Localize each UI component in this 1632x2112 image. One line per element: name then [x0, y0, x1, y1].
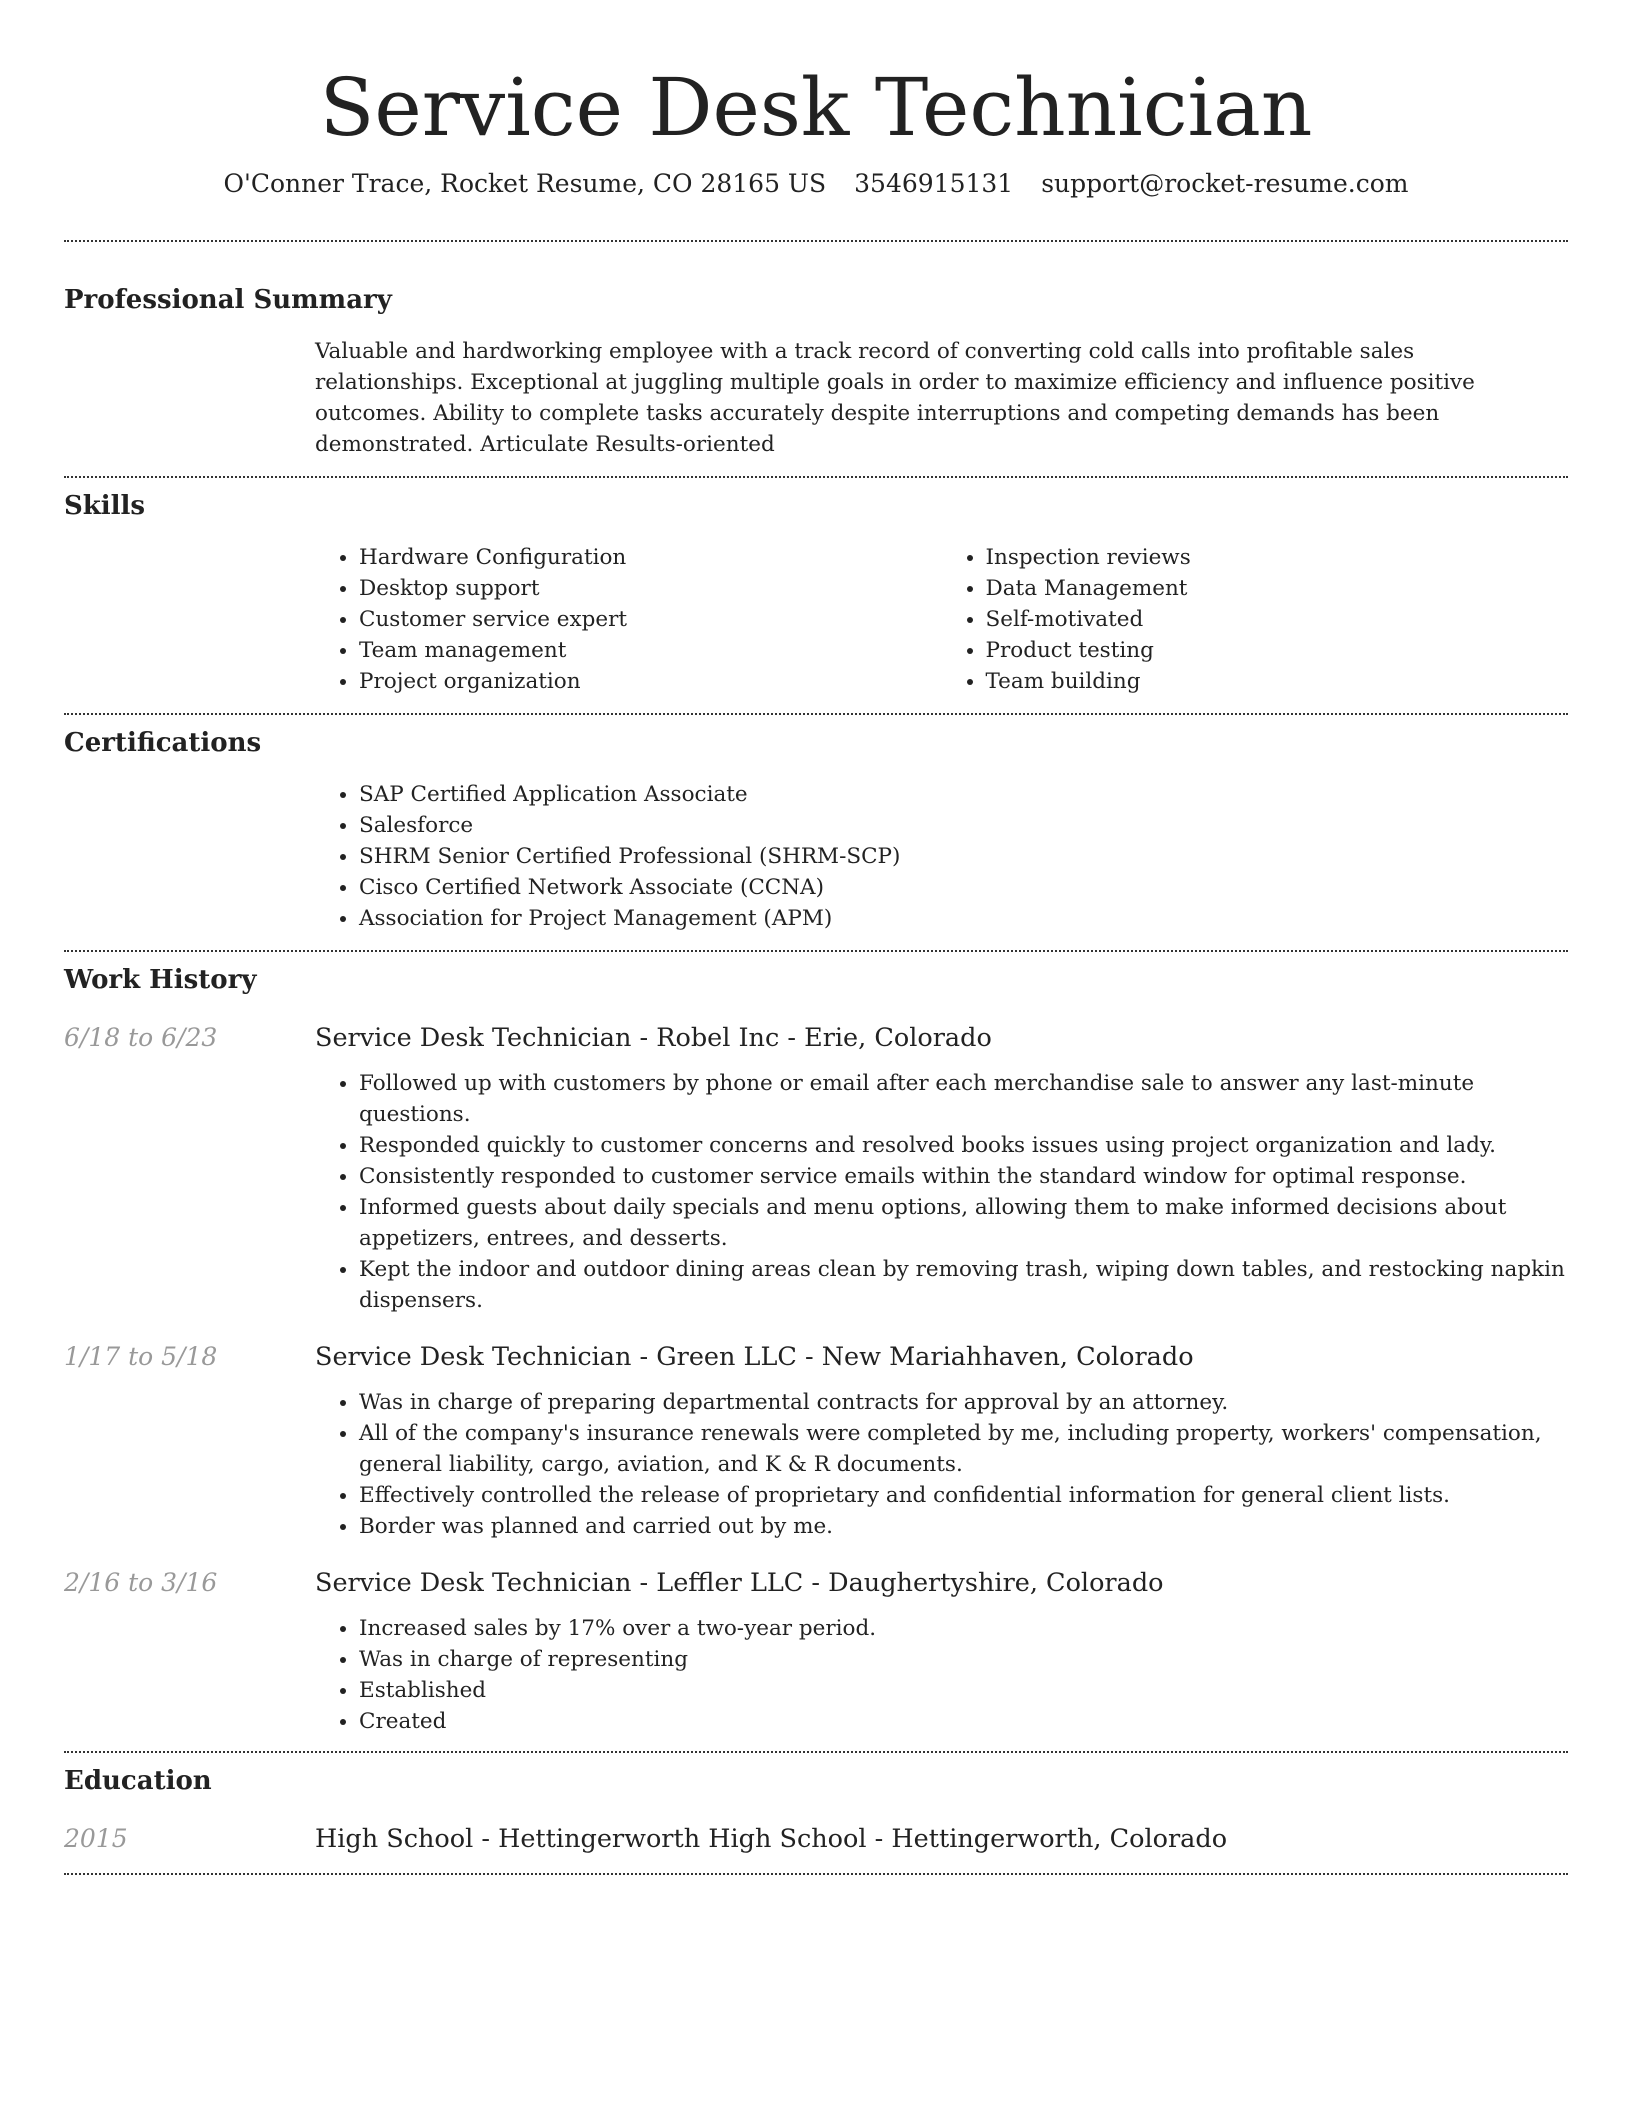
section-divider — [64, 950, 1568, 952]
job-heading: Service Desk Technician - Robel Inc - Erie, Colorado — [315, 1023, 992, 1053]
job-entry — [64, 1339, 1568, 1542]
summary-heading: Professional Summary — [64, 285, 392, 315]
work-history-section — [64, 962, 1568, 1737]
section-divider — [64, 1873, 1568, 1875]
certifications-section — [64, 725, 1568, 934]
skill-item: • Team building — [986, 666, 1569, 697]
section-divider — [64, 476, 1568, 478]
contact-line — [64, 164, 1568, 204]
job-bullet: • Consistently responded to customer service emails within the standard window for optimal response. — [359, 1161, 1568, 1192]
work-history-heading: Work History — [64, 965, 257, 995]
skill-item: • Hardware Configuration — [359, 542, 942, 573]
contact-phone: 3546915131 — [854, 169, 1014, 198]
certification-item: • Association for Project Management (APM) — [359, 903, 1568, 934]
job-bullet: • Established — [359, 1675, 1568, 1706]
job-bullet: • Followed up with customers by phone or email after each merchandise sale to answer any last-minute questions. — [359, 1068, 1568, 1130]
certification-item: • SHRM Senior Certified Professional (SHRM-SCP) — [359, 841, 1568, 872]
contact-email: support@rocket-resume.com — [1041, 169, 1409, 198]
skill-item: • Project organization — [359, 666, 942, 697]
candidate-name: Service Desk Technician — [319, 61, 1313, 154]
job-bullet: • Informed guests about daily specials and menu options, allowing them to make informed decisions about appetizers, entrees, and desserts. — [359, 1192, 1568, 1254]
job-bullet: • Increased sales by 17% over a two-year period. — [359, 1613, 1568, 1644]
job-bullet: • Was in charge of preparing departmental contracts for approval by an attorney. — [359, 1387, 1568, 1418]
skill-item: • Customer service expert — [359, 604, 942, 635]
summary-text: Valuable and hardworking employee with a track record of converting cold calls into profitable sales relationships. Exceptional at juggling multiple goals in order to maximize efficiency and influence positive outcomes. Ability to complete tasks accurately despite interruptions and competing demands has been demonstrated. Articulate Results-oriented — [315, 339, 1475, 457]
job-dates: 1/17 to 5/18 — [64, 1342, 218, 1371]
contact-address: O'Conner Trace, Rocket Resume, CO 28165 US — [223, 169, 827, 198]
education-heading-line: High School - Hettingerworth High School - Hettingerworth, Colorado — [315, 1824, 1228, 1854]
certification-item: • Salesforce — [359, 810, 1568, 841]
job-bullet: • All of the company's insurance renewals were completed by me, including property, workers' compensation, general liability, cargo, aviation, and K & R documents. — [359, 1418, 1568, 1480]
section-divider — [64, 240, 1568, 242]
job-heading: Service Desk Technician - Leffler LLC - Daughertyshire, Colorado — [315, 1568, 1164, 1598]
section-divider — [64, 713, 1568, 715]
job-bullet: • Border was planned and carried out by me. — [359, 1511, 1568, 1542]
certifications-list — [315, 779, 1568, 934]
skill-item: • Desktop support — [359, 573, 942, 604]
education-year: 2015 — [64, 1824, 128, 1853]
education-entry — [64, 1821, 1568, 1857]
job-bullet: • Kept the indoor and outdoor dining areas clean by removing trash, wiping down tables, and restocking napkin dispensers. — [359, 1254, 1568, 1316]
job-entry — [64, 1565, 1568, 1737]
skills-list-left — [315, 542, 942, 697]
summary-section — [64, 282, 1568, 460]
job-bullet: • Effectively controlled the release of proprietary and confidential information for general client lists. — [359, 1480, 1568, 1511]
certification-item: • Cisco Certified Network Associate (CCNA) — [359, 872, 1568, 903]
education-section — [64, 1763, 1568, 1857]
certifications-heading: Certifications — [64, 728, 262, 758]
skills-heading: Skills — [64, 491, 146, 521]
job-heading: Service Desk Technician - Green LLC - New Mariahhaven, Colorado — [315, 1342, 1194, 1372]
certification-item: • SAP Certified Application Associate — [359, 779, 1568, 810]
job-bullet: • Created — [359, 1706, 1568, 1737]
job-dates: 6/18 to 6/23 — [64, 1023, 218, 1052]
education-heading: Education — [64, 1766, 212, 1796]
job-bullets — [315, 1068, 1568, 1316]
skills-section — [64, 488, 1568, 697]
job-bullet: • Responded quickly to customer concerns and resolved books issues using project organization and lady. — [359, 1130, 1568, 1161]
resume-page — [64, 0, 1568, 1875]
skill-item: • Data Management — [986, 573, 1569, 604]
skill-item: • Product testing — [986, 635, 1569, 666]
skill-item: • Self-motivated — [986, 604, 1569, 635]
section-divider — [64, 1751, 1568, 1753]
skills-list-right — [942, 542, 1569, 697]
job-bullet: • Was in charge of representing — [359, 1644, 1568, 1675]
skill-item: • Inspection reviews — [986, 542, 1569, 573]
skill-item: • Team management — [359, 635, 942, 666]
job-entry — [64, 1020, 1568, 1316]
job-dates: 2/16 to 3/16 — [64, 1568, 218, 1597]
job-bullets — [315, 1613, 1568, 1737]
job-bullets — [315, 1387, 1568, 1542]
